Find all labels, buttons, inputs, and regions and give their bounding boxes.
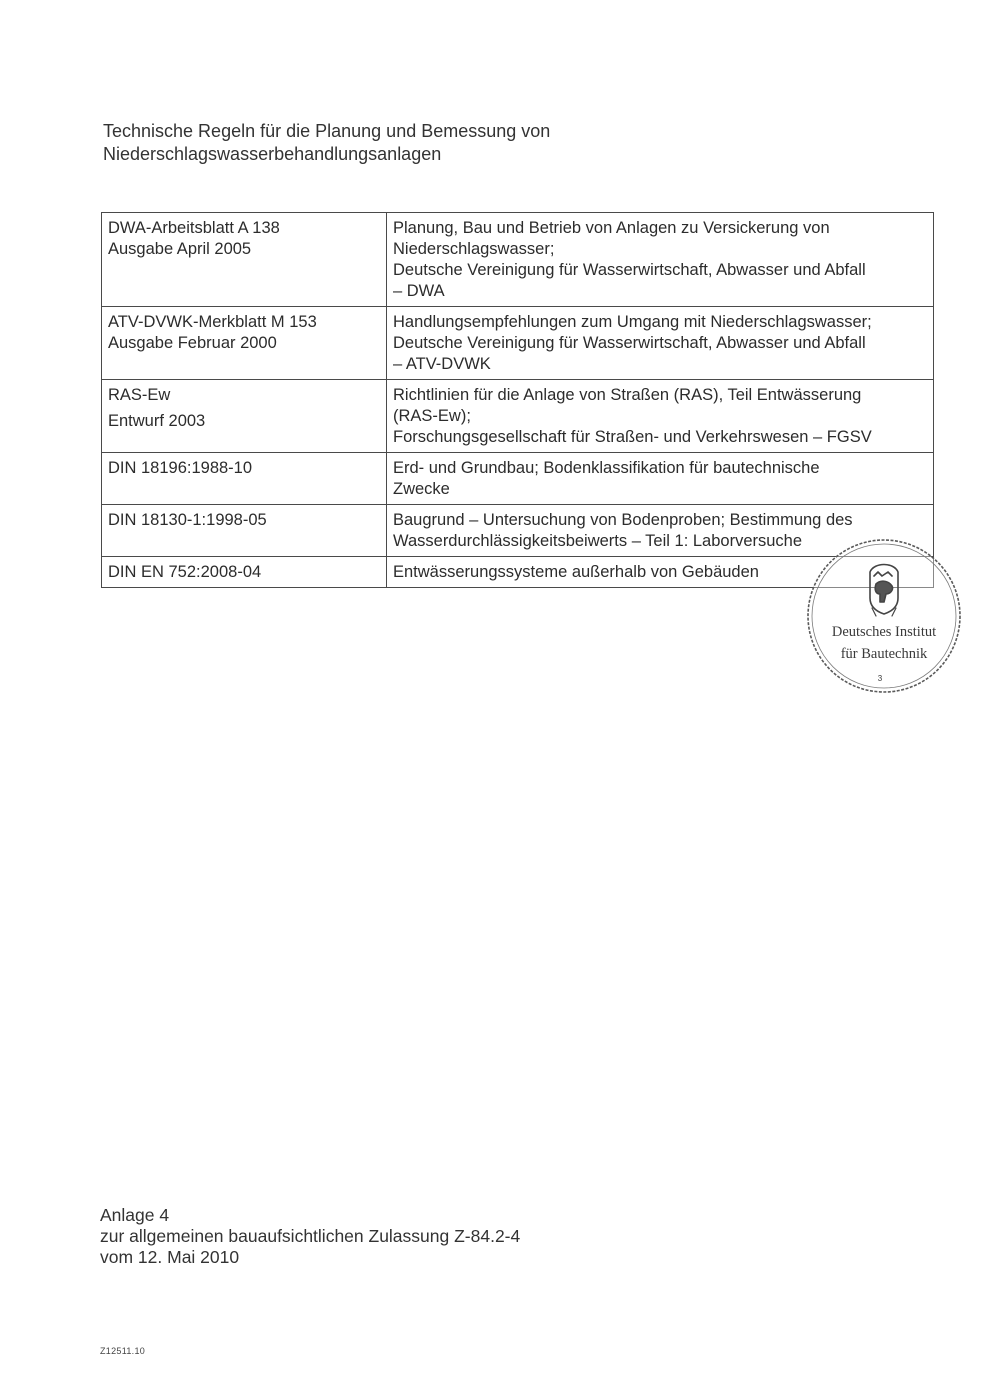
- standard-description: Planung, Bau und Betrieb von Anlagen zu Versickerung von Niederschlagswasser; Deutsche Vereinigung für Wasserwirtschaft, Abwasser und Abfall – DWA: [387, 213, 934, 307]
- heading-line-2: Niederschlagswasserbehandlungsanlagen: [103, 144, 442, 164]
- stamp-line-1: Deutsches Institut: [831, 624, 937, 640]
- table-row: [102, 307, 934, 380]
- document-number: Z12511.10: [100, 1346, 146, 1356]
- standard-reference: DWA-Arbeitsblatt A 138 Ausgabe April 2005: [102, 213, 387, 307]
- table-row: [102, 380, 934, 453]
- standard-description: Handlungsempfehlungen zum Umgang mit Niederschlagswasser; Deutsche Vereinigung für Wasserwirtschaft, Abwasser und Abfall – ATV-DVWK: [387, 307, 934, 380]
- standard-description: Richtlinien für die Anlage von Straßen (RAS), Teil Entwässerung (RAS-Ew); Forschungsgesellschaft für Straßen- und Verkehrswesen – FGSV: [387, 380, 934, 453]
- standard-reference: DIN 18196:1988-10: [102, 453, 387, 505]
- standard-reference: DIN EN 752:2008-04: [102, 557, 387, 588]
- footer-line-2: zur allgemeinen bauaufsichtlichen Zulassung Z-84.2-4: [100, 1226, 521, 1246]
- footer-line-1: Anlage 4: [100, 1205, 170, 1225]
- heading-line-1: Technische Regeln für die Planung und Bemessung von: [103, 121, 551, 141]
- standard-description: Erd- und Grundbau; Bodenklassifikation für bautechnische Zwecke: [387, 453, 934, 505]
- standard-reference: RAS-Ew Entwurf 2003: [102, 380, 387, 453]
- table-row: [102, 213, 934, 307]
- standard-description: Baugrund – Untersuchung von Bodenproben; Bestimmung des Wasserdurchlässigkeitsbeiwerts – Teil 1: Laborversuche: [387, 505, 934, 557]
- stamp-number: 3: [877, 674, 883, 683]
- table-row: [102, 453, 934, 505]
- stamp-line-2: für Bautechnik: [840, 646, 928, 662]
- official-seal-stamp: [802, 532, 964, 698]
- document-heading: [103, 120, 803, 166]
- approval-footer: [100, 1205, 520, 1268]
- standard-reference: DIN 18130-1:1998-05: [102, 505, 387, 557]
- standard-reference: ATV-DVWK-Merkblatt M 153 Ausgabe Februar 2000: [102, 307, 387, 380]
- standard-description: Entwässerungssysteme außerhalb von Gebäuden: [387, 557, 934, 588]
- footer-line-3: vom 12. Mai 2010: [100, 1247, 240, 1267]
